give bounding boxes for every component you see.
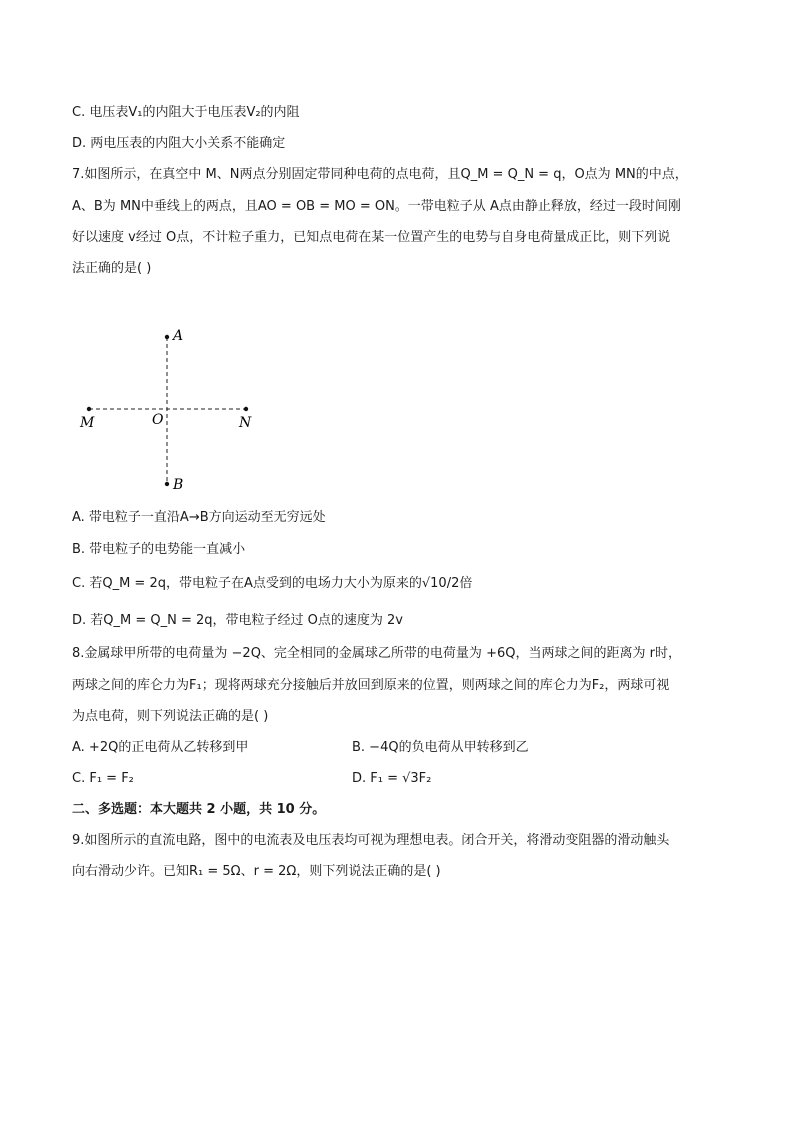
section-heading-multiple-choice: 二、多选题：本大题共 2 小题，共 10 分。 bbox=[72, 802, 326, 817]
q8-option-d: D. F₁ = √3F₂ bbox=[352, 771, 432, 786]
q6-option-d: D. 两电压表的内阻大小关系不能确定 bbox=[72, 136, 286, 151]
q7-option-a: A. 带电粒子一直沿A→B方向运动至无穷远处 bbox=[72, 510, 326, 525]
q7-option-b: B. 带电粒子的电势能一直减小 bbox=[72, 542, 246, 557]
label-n: N bbox=[239, 415, 252, 431]
label-b: B bbox=[173, 477, 184, 493]
point-m bbox=[87, 407, 91, 411]
label-m: M bbox=[80, 415, 95, 431]
q8-option-a: A. +2Q的正电荷从乙转移到甲 bbox=[72, 740, 249, 755]
q7-stem-line2: A、B为 MN中垂线上的两点，且AO = OB = MO = ON。一带电粒子从 A点由静止释放，经过一段时间刚 bbox=[72, 199, 681, 214]
q7-option-c: C. 若Q_M = 2q，带电粒子在A点受到的电场力大小为原来的√10/2倍 bbox=[72, 576, 473, 591]
point-b bbox=[165, 482, 169, 486]
label-a: A bbox=[173, 328, 184, 344]
q7-stem-line4: 法正确的是( ) bbox=[72, 261, 152, 276]
q7-diagram bbox=[0, 320, 794, 520]
q9-stem-line2: 向右滑动少许。已知R₁ = 5Ω、r = 2Ω，则下列说法正确的是( ) bbox=[72, 864, 441, 879]
q7-stem-line1: 7.如图所示，在真空中 M、N两点分别固定带同种电荷的点电荷，且Q_M = Q_N = q，O点为 MN的中点， bbox=[72, 167, 688, 182]
q8-stem-line1: 8.金属球甲所带的电荷量为 −2Q、完全相同的金属球乙所带的电荷量为 +6Q，当两球之间的距离为 r时， bbox=[72, 646, 681, 661]
q8-stem-line2: 两球之间的库仑力为F₁；现将两球充分接触后并放回到原来的位置，则两球之间的库仑力为F₂，两球可视 bbox=[72, 678, 670, 693]
q8-option-b: B. −4Q的负电荷从甲转移到乙 bbox=[352, 740, 529, 755]
q7-option-d: D. 若Q_M = Q_N = 2q，带电粒子经过 O点的速度为 2v bbox=[72, 613, 403, 628]
q6-option-c: C. 电压表V₁的内阻大于电压表V₂的内阻 bbox=[72, 105, 300, 120]
label-o: O bbox=[152, 412, 164, 428]
q8-stem-line3: 为点电荷，则下列说法正确的是( ) bbox=[72, 709, 269, 724]
q9-stem-line1: 9.如图所示的直流电路，图中的电流表及电压表均可视为理想电表。闭合开关，将滑动变阻器的滑动触头 bbox=[72, 833, 670, 848]
q7-stem-line3: 好以速度 v经过 O点，不计粒子重力，已知点电荷在某一位置产生的电势与自身电荷量成正比，则下列说 bbox=[72, 230, 671, 245]
q8-option-c: C. F₁ = F₂ bbox=[72, 771, 134, 786]
point-n bbox=[244, 407, 248, 411]
point-a bbox=[165, 335, 169, 339]
